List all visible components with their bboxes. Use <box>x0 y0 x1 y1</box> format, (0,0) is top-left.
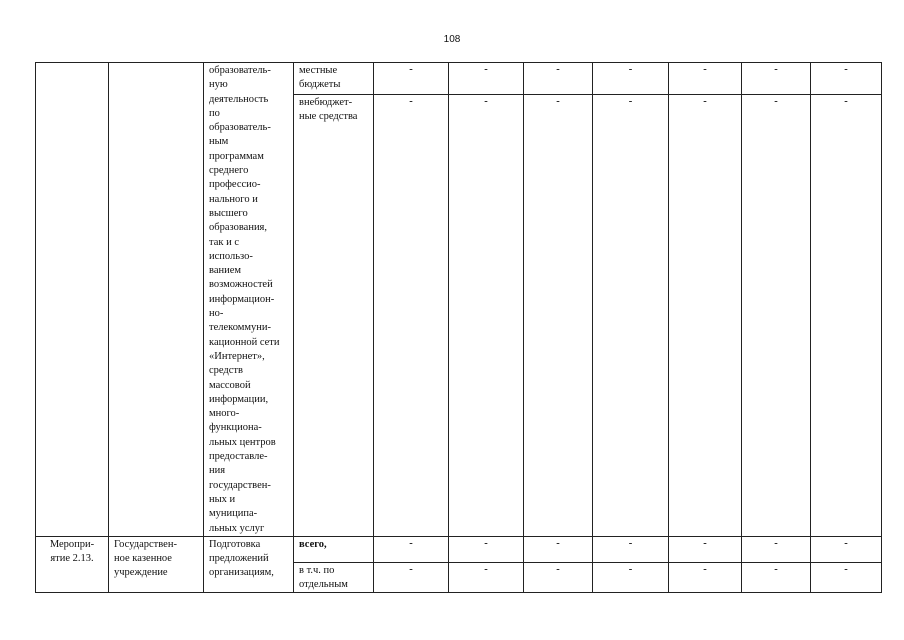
executor-cell: Государствен- ное казенное учреждение <box>109 536 204 593</box>
value-cell: - <box>449 63 524 95</box>
value-cell: - <box>811 94 882 536</box>
value-cell: - <box>524 63 593 95</box>
value-cell: - <box>811 562 882 593</box>
source-cell: внебюджет- ные средства <box>294 94 374 536</box>
table-row <box>36 536 882 562</box>
value-cell: - <box>593 63 669 95</box>
value-cell: - <box>669 536 742 562</box>
value-cell: - <box>742 562 811 593</box>
value-cell: - <box>374 63 449 95</box>
page-number: 108 <box>443 34 461 45</box>
value-cell: - <box>524 94 593 536</box>
value-cell: - <box>742 536 811 562</box>
value-cell: - <box>374 562 449 593</box>
executor-cell <box>109 63 204 537</box>
value-cell: - <box>669 562 742 593</box>
source-cell: всего, <box>294 536 374 562</box>
value-cell: - <box>669 63 742 95</box>
value-cell: - <box>811 536 882 562</box>
value-cell: - <box>449 536 524 562</box>
value-cell: - <box>374 536 449 562</box>
value-cell: - <box>593 562 669 593</box>
value-cell: - <box>811 63 882 95</box>
source-cell: в т.ч. по отдельным <box>294 562 374 593</box>
description-cell: Подготовка предложений организациям, <box>204 536 294 593</box>
source-cell: местные бюджеты <box>294 63 374 95</box>
value-cell: - <box>593 536 669 562</box>
value-cell: - <box>524 562 593 593</box>
measure-cell <box>36 63 109 537</box>
value-cell: - <box>742 63 811 95</box>
value-cell: - <box>374 94 449 536</box>
value-cell: - <box>742 94 811 536</box>
measure-cell: Меропри- ятие 2.13. <box>36 536 109 593</box>
value-cell: - <box>593 94 669 536</box>
table-row <box>36 63 882 95</box>
description-cell: образователь- ную деятельность по образователь- ным программам среднего профессио- нального и высшего образования, так и с использо- ванием возможностей информацион- но- телекоммуни- кационной сети «Интернет», средств массовой информации, много- функциона- льных центров предоставле- ния государствен- ных и муниципа- льных услуг <box>204 63 294 537</box>
value-cell: - <box>669 94 742 536</box>
value-cell: - <box>449 562 524 593</box>
budget-table <box>35 62 882 593</box>
value-cell: - <box>449 94 524 536</box>
value-cell: - <box>524 536 593 562</box>
